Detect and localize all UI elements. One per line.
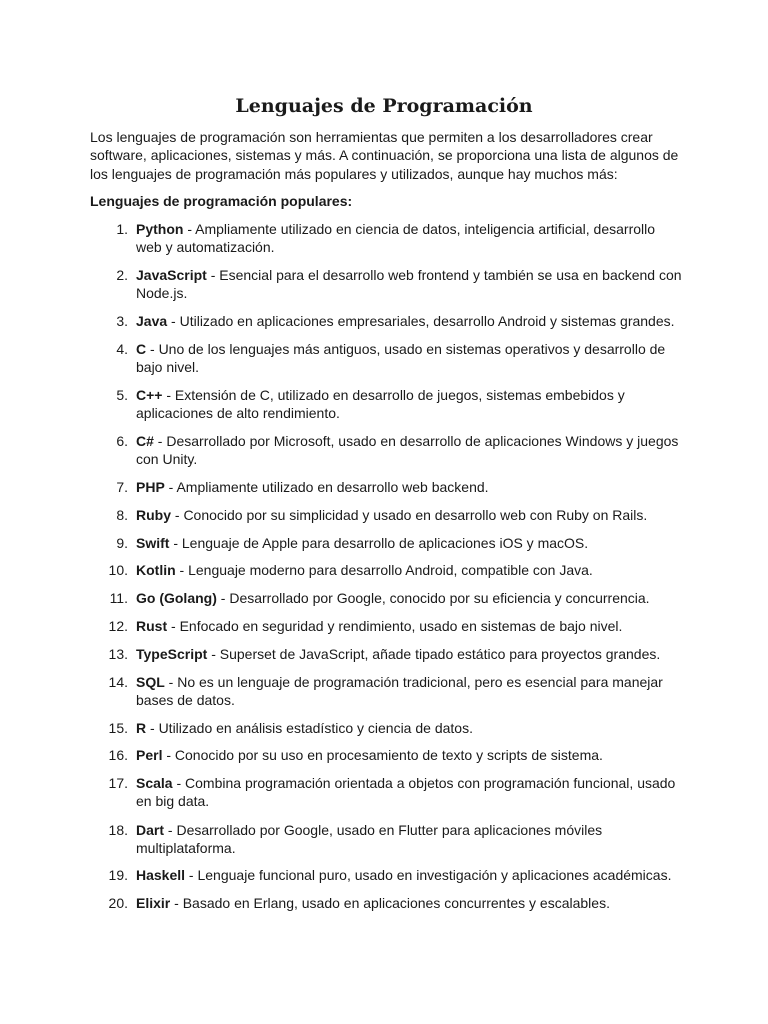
- language-name: Rust: [136, 618, 168, 634]
- document-title: Lenguajes de Programación: [235, 95, 533, 117]
- language-description: - Ampliamente utilizado en ciencia de datos, inteligencia artificial, desarrollo web y automatización.: [136, 221, 656, 255]
- language-description: - Basado en Erlang, usado en aplicaciones concurrentes y escalables.: [170, 895, 610, 911]
- list-item-text: [136, 479, 684, 497]
- language-description: - Utilizado en aplicaciones empresariales, desarrollo Android y sistemas grandes.: [167, 313, 675, 329]
- list-item-number: 17.: [108, 775, 128, 791]
- intro-paragraph: Los lenguajes de programación son herramientas que permiten a los desarrolladores crear software, aplicaciones, sistemas y más. A continuación, se proporciona una lista de algunos de los lenguajes de programación más populares y utilizados, aunque hay muchos más:: [90, 129, 679, 182]
- list-item-number: 15.: [108, 720, 128, 736]
- list-item-number: 16.: [108, 747, 128, 763]
- list-item-text: [136, 618, 684, 636]
- language-description: - Esencial para el desarrollo web frontend y también se usa en backend con Node.js.: [136, 267, 682, 301]
- list-item-text: [136, 387, 684, 422]
- list-item-text: [136, 646, 684, 664]
- language-name: Scala: [136, 775, 173, 791]
- list-item-number: 13.: [108, 646, 128, 662]
- language-name: Java: [136, 313, 168, 329]
- list-item-number: 2.: [116, 267, 128, 283]
- list-item-number: 14.: [108, 674, 128, 690]
- list-item-number: 4.: [116, 341, 128, 357]
- language-description: - Superset de JavaScript, añade tipado estático para proyectos grandes.: [207, 646, 661, 662]
- language-description: - Lenguaje moderno para desarrollo Android, compatible con Java.: [175, 562, 593, 578]
- language-name: C++: [136, 387, 163, 403]
- list-item-text: [136, 867, 684, 885]
- language-name: Haskell: [136, 867, 186, 883]
- list-item-text: [136, 720, 684, 738]
- list-item-text: [136, 895, 684, 913]
- list-item-number: 10.: [108, 562, 128, 578]
- language-description: - Utilizado en análisis estadístico y ciencia de datos.: [146, 720, 473, 736]
- list-item-number: 20.: [108, 895, 128, 911]
- language-name: Python: [136, 221, 184, 237]
- language-description: - Desarrollado por Google, conocido por su eficiencia y concurrencia.: [216, 590, 650, 606]
- language-name: C: [136, 341, 147, 357]
- language-name: TypeScript: [136, 646, 208, 662]
- list-item-number: 9.: [116, 535, 128, 551]
- list-item-text: [136, 590, 684, 608]
- language-name: Swift: [136, 535, 170, 551]
- language-name: Go (Golang): [136, 590, 217, 606]
- list-item-text: [136, 535, 684, 553]
- language-name: Kotlin: [136, 562, 176, 578]
- list-item-number: 6.: [116, 433, 128, 449]
- language-description: - Enfocado en seguridad y rendimiento, usado en sistemas de bajo nivel.: [167, 618, 623, 634]
- list-item-text: [136, 674, 684, 709]
- language-name: C#: [136, 433, 154, 449]
- language-name: R: [136, 720, 147, 736]
- language-description: - Lenguaje funcional puro, usado en investigación y aplicaciones académicas.: [185, 867, 672, 883]
- list-item-number: 12.: [108, 618, 128, 634]
- list-item-number: 7.: [116, 479, 128, 495]
- list-item-text: [136, 775, 684, 810]
- list-item-number: 11.: [109, 590, 128, 606]
- list-item-number: 19.: [108, 867, 128, 883]
- language-description: - Uno de los lenguajes más antiguos, usado en sistemas operativos y desarrollo de bajo nivel.: [136, 341, 666, 375]
- list-item-number: 1.: [116, 221, 128, 237]
- list-item-text: [136, 822, 684, 857]
- language-description: - Conocido por su simplicidad y usado en desarrollo web con Ruby on Rails.: [171, 507, 648, 523]
- list-item-number: 5.: [116, 387, 128, 403]
- language-description: - Ampliamente utilizado en desarrollo web backend.: [164, 479, 489, 495]
- language-name: Dart: [136, 822, 165, 838]
- language-description: - Desarrollado por Microsoft, usado en desarrollo de aplicaciones Windows y juegos con Unity.: [136, 433, 679, 467]
- language-description: - Desarrollado por Google, usado en Flutter para aplicaciones móviles multiplataforma.: [136, 822, 603, 856]
- language-description: - Extensión de C, utilizado en desarrollo de juegos, sistemas embebidos y aplicaciones de alto rendimiento.: [136, 387, 625, 421]
- language-name: PHP: [136, 479, 165, 495]
- list-item-number: 8.: [116, 507, 128, 523]
- list-item-text: [136, 747, 684, 765]
- list-item-text: [136, 433, 684, 468]
- list-item-number: 18.: [108, 822, 128, 838]
- language-name: Elixir: [136, 895, 171, 911]
- language-name: JavaScript: [136, 267, 207, 283]
- section-heading: Lenguajes de programación populares:: [90, 193, 353, 209]
- list-item-text: [136, 507, 684, 525]
- list-item-text: [136, 562, 684, 580]
- language-description: - Conocido por su uso en procesamiento de texto y scripts de sistema.: [162, 747, 603, 763]
- language-name: SQL: [136, 674, 165, 690]
- list-item-number: 3.: [116, 313, 128, 329]
- language-name: Perl: [136, 747, 163, 763]
- language-name: Ruby: [136, 507, 171, 523]
- list-item-text: [136, 267, 684, 302]
- language-description: - No es un lenguaje de programación tradicional, pero es esencial para manejar bases de datos.: [136, 674, 663, 708]
- language-description: - Lenguaje de Apple para desarrollo de aplicaciones iOS y macOS.: [169, 535, 589, 551]
- list-item-text: [136, 313, 684, 331]
- language-description: - Combina programación orientada a objetos con programación funcional, usado en big data.: [136, 775, 676, 809]
- list-item-text: [136, 341, 684, 376]
- list-item-text: [136, 221, 684, 256]
